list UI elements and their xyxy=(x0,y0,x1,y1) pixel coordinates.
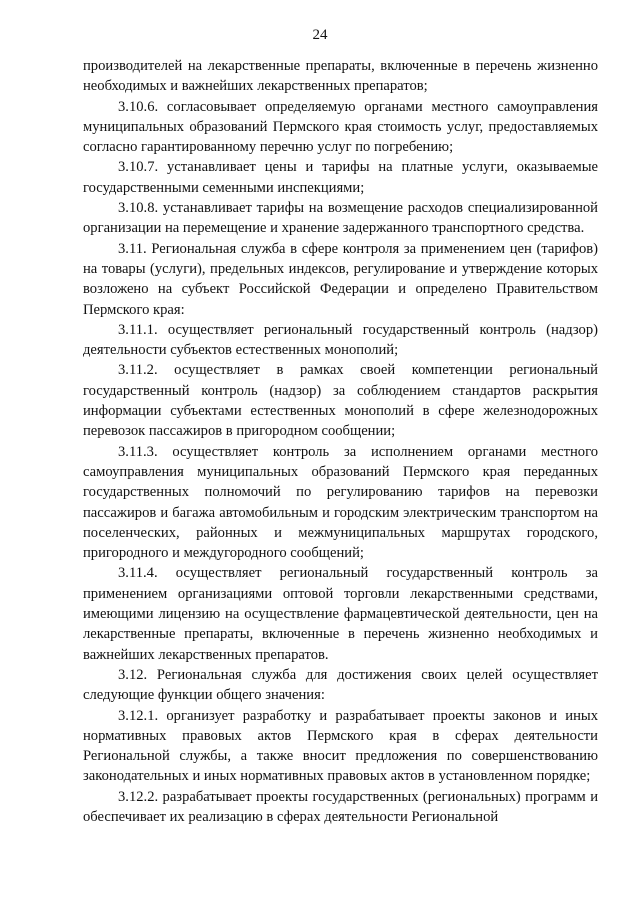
paragraph-3-12: 3.12. Региональная служба для достижения своих целей осуществляет следующие функции общего значения: xyxy=(83,666,598,704)
page-number: 24 xyxy=(312,27,328,43)
paragraph-3-11-3: 3.11.3. осуществляет контроль за исполнением органами местного самоуправления муниципальных образований Пермского края переданных государственных полномочий по регулированию тарифов на перевозки пассажиров и багажа автомобильным и городским электрическим транспортом на поселенческих, районных и межмуниципальных маршрутах городского, пригородного и междугородного сообщений; xyxy=(83,443,598,562)
paragraph-3-11-1: 3.11.1. осуществляет региональный государственный контроль (надзор) деятельности субъектов естественных монополий; xyxy=(83,321,598,359)
paragraph-3-12-1: 3.12.1. организует разработку и разрабатывает проекты законов и иных нормативных правовых актов Пермского края в сферах деятельности Региональной службы, а также вносит предложения по совершенствованию законодательных и иных нормативных правовых актов в установленном порядке; xyxy=(83,707,598,785)
paragraph-3-11-2: 3.11.2. осуществляет в рамках своей компетенции региональный государственный контроль (надзор) за соблюдением стандартов раскрытия информации субъектами естественных монополий в сфере железнодорожных перевозок пассажиров в пригородном сообщении; xyxy=(83,362,598,440)
paragraph-3-11: 3.11. Региональная служба в сфере контроля за применением цен (тарифов) на товары (услуги), предельных индексов, регулирование и утверждение которых возложено на субъект Российской Федерации и определено Правительством Пермского края: xyxy=(83,240,598,318)
paragraph-3-10-7: 3.10.7. устанавливает цены и тарифы на платные услуги, оказываемые государственными семенными инспекциями; xyxy=(83,159,598,196)
paragraph-3-10-8: 3.10.8. устанавливает тарифы на возмещение расходов специализированной организации на перемещение и хранение задержанного транспортного средства. xyxy=(83,200,598,237)
paragraph-3-10-6: 3.10.6. согласовывает определяемую органами местного самоуправления муниципальных образований Пермского края стоимость услуг, предоставляемых согласно гарантированному перечню услуг по погребению; xyxy=(83,98,598,156)
paragraph-continuation: производителей на лекарственные препараты, включенные в перечень жизненно необходимых и важнейших лекарственных препаратов; xyxy=(83,58,598,95)
document-body xyxy=(83,56,598,827)
paragraph-3-11-4: 3.11.4. осуществляет региональный государственный контроль за применением организациями оптовой торговли лекарственными средствами, имеющими лицензию на осуществление фармацевтической деятельности, цен на лекарственные препараты, включенные в перечень жизненно необходимых и важнейших лекарственных препаратов. xyxy=(83,565,598,663)
paragraph-3-12-2: 3.12.2. разрабатывает проекты государственных (региональных) программ и обеспечивает их реализацию в сферах деятельности Региональной xyxy=(83,788,598,825)
